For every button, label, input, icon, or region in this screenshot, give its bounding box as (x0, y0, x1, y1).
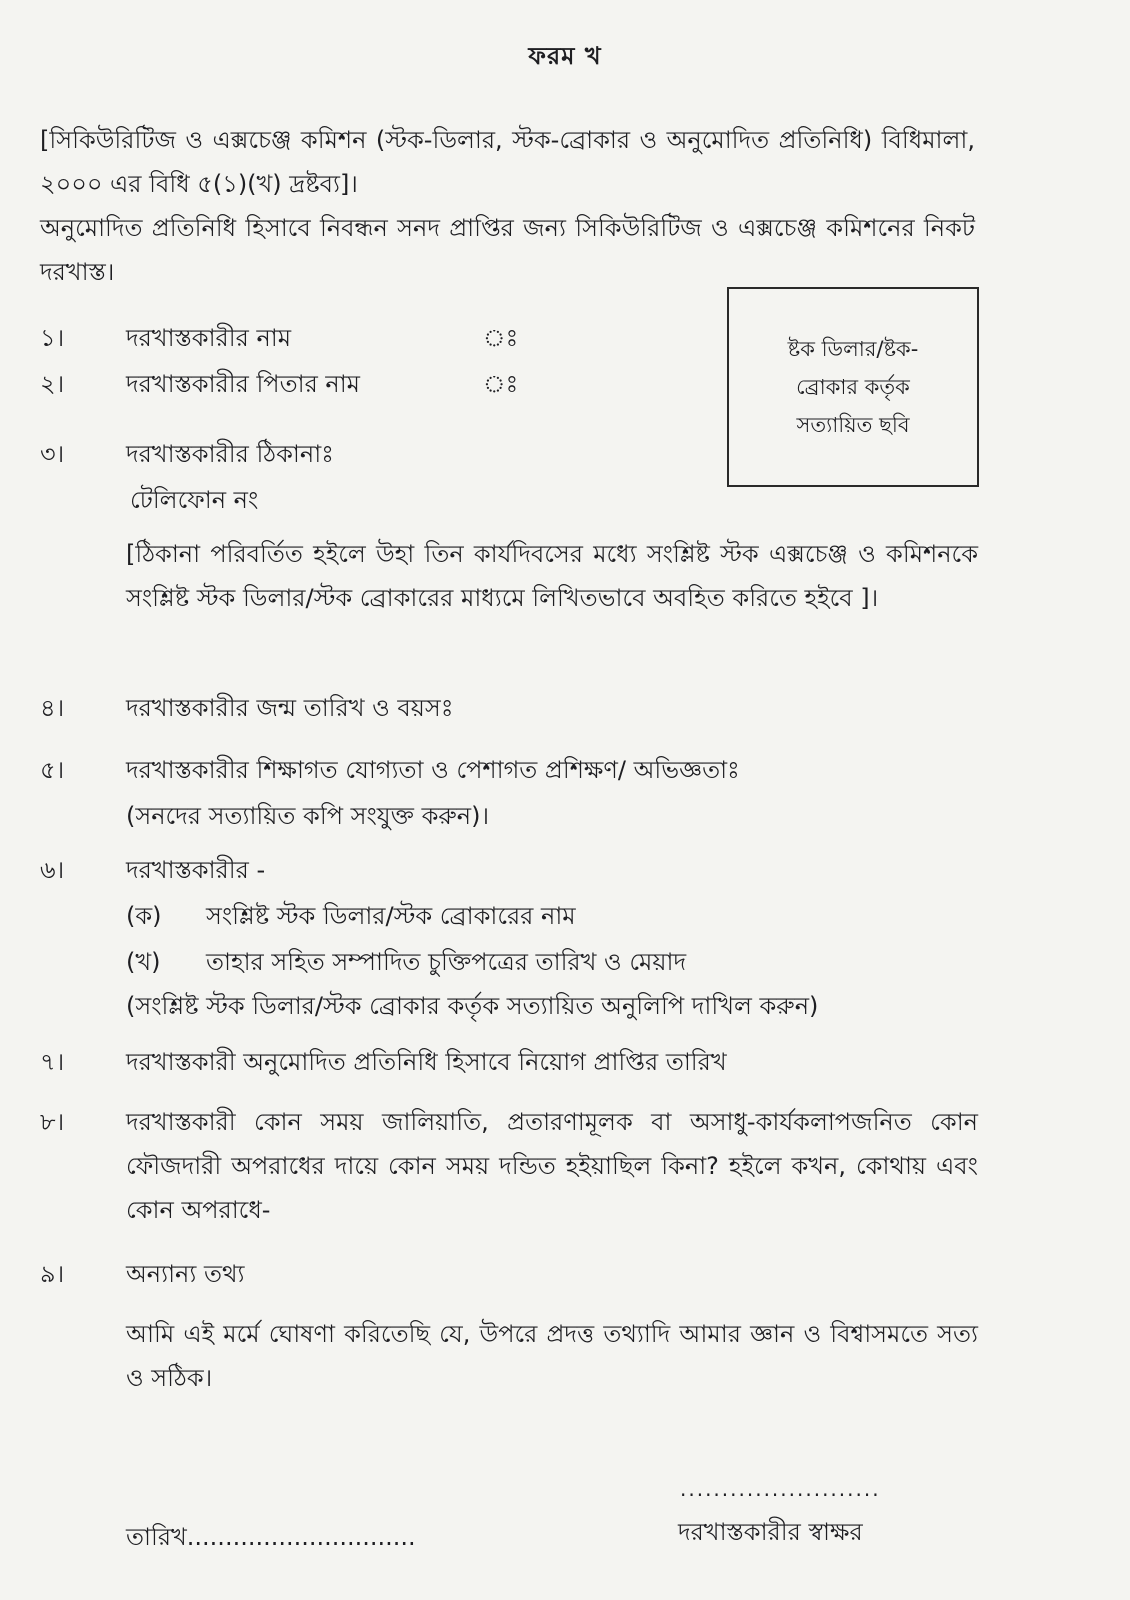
item-colon: ঃ (483, 370, 519, 398)
item-number: ৭। (40, 1048, 65, 1076)
item-number: ১। (40, 324, 65, 352)
qualification-note: (সনদের সত্যায়িত কপি সংযুক্ত করুন)। (126, 802, 490, 830)
item-label: দরখাস্তকারীর - (126, 856, 266, 884)
item-number: ৩। (40, 440, 65, 468)
attested-copy-note: (সংশ্লিষ্ট স্টক ডিলার/স্টক ব্রোকার কর্তৃক সত্যায়িত অনুলিপি দাখিল করুন) (126, 992, 819, 1020)
sub-item-label: (খ) (126, 948, 161, 976)
criminal-record-text: দরখাস্তকারী কোন সময় জালিয়াতি, প্রতারণামূলক বা অসাধু-কার্যকলাপজনিত কোন ফৌজদারী অপরাধের দায়ে কোন সময় দন্ডিত হইয়াছিল কিনা? হইলে কখন, কোথায় এবং কোন অপরাধে- (126, 1108, 978, 1224)
address-change-note: [ঠিকানা পরিবর্তিত হইলে উহা তিন কার্যদিবসের মধ্যে সংশ্লিষ্ট স্টক এক্সচেঞ্জ ও কমিশনকে সংশ্লিষ্ট স্টক ডিলার/স্টক ব্রোকারের মাধ্যমে লিখিতভাবে অবহিত করিতে হইবে ]। (126, 540, 978, 612)
telephone-label: টেলিফোন নং (130, 486, 259, 514)
item-label: অন্যান্য তথ্য (126, 1260, 245, 1288)
item-number: ২। (40, 370, 65, 398)
application-subject: অনুমোদিত প্রতিনিধি হিসাবে নিবন্ধন সনদ প্রাপ্তির জন্য সিকিউরিটিজ ও এক্সচেঞ্জ কমিশনের নিকট দরখাস্ত। (40, 214, 975, 286)
item-label: দরখাস্তকারীর ঠিকানাঃ (126, 440, 334, 468)
item-label: দরখাস্তকারীর শিক্ষাগত যোগ্যতা ও পেশাগত প্রশিক্ষণ/ অভিজ্ঞতাঃ (126, 756, 740, 784)
sub-item-broker-name (126, 894, 576, 938)
item-label: দরখাস্তকারীর পিতার নাম (126, 370, 361, 398)
photo-box-line-3: সত্যায়িত ছবি (796, 413, 910, 437)
declaration-text: আমি এই মর্মে ঘোষণা করিতেছি যে, উপরে প্রদত্ত তথ্যাদি আমার জ্ঞান ও বিশ্বাসমতে সত্য ও সঠিক। (126, 1320, 978, 1392)
item-colon: ঃ (483, 324, 519, 352)
date-field: তারিখ.............................. (126, 1523, 416, 1551)
photo-box (727, 287, 979, 487)
sub-item-text: সংশ্লিষ্ট স্টক ডিলার/স্টক ব্রোকারের নাম (206, 902, 576, 930)
sub-item-label: (ক) (126, 902, 162, 930)
item-number: ৬। (40, 856, 65, 884)
signature-label: দরখাস্তকারীর স্বাক্ষর (678, 1518, 863, 1546)
item-number: ৮। (40, 1108, 65, 1136)
form-title: ফরম খ (528, 42, 602, 70)
item-label: দরখাস্তকারীর নাম (126, 324, 292, 352)
rule-reference: [সিকিউরিটিজ ও এক্সচেঞ্জ কমিশন (স্টক-ডিলার, স্টক-ব্রোকার ও অনুমোদিত প্রতিনিধি) বিধিমালা, ২০০০ এর বিধি ৫(১)(খ) দ্রষ্টব্য]। (40, 126, 975, 198)
signature-line: ........................ (680, 1477, 881, 1501)
item-label: দরখাস্তকারী অনুমোদিত প্রতিনিধি হিসাবে নিয়োগ প্রাপ্তির তারিখ (126, 1048, 727, 1076)
item-label: দরখাস্তকারীর জন্ম তারিখ ও বয়সঃ (126, 694, 454, 722)
item-number: ৯। (40, 1260, 65, 1288)
item-number: ৫। (40, 756, 65, 784)
item-number: ৪। (40, 694, 65, 722)
photo-box-line-2: ব্রোকার কর্তৃক (796, 375, 910, 399)
photo-box-line-1: ষ্টক ডিলার/ষ্টক- (787, 337, 919, 361)
sub-item-agreement-date (126, 940, 686, 984)
sub-item-text: তাহার সহিত সম্পাদিত চুক্তিপত্রের তারিখ ও মেয়াদ (206, 948, 687, 976)
